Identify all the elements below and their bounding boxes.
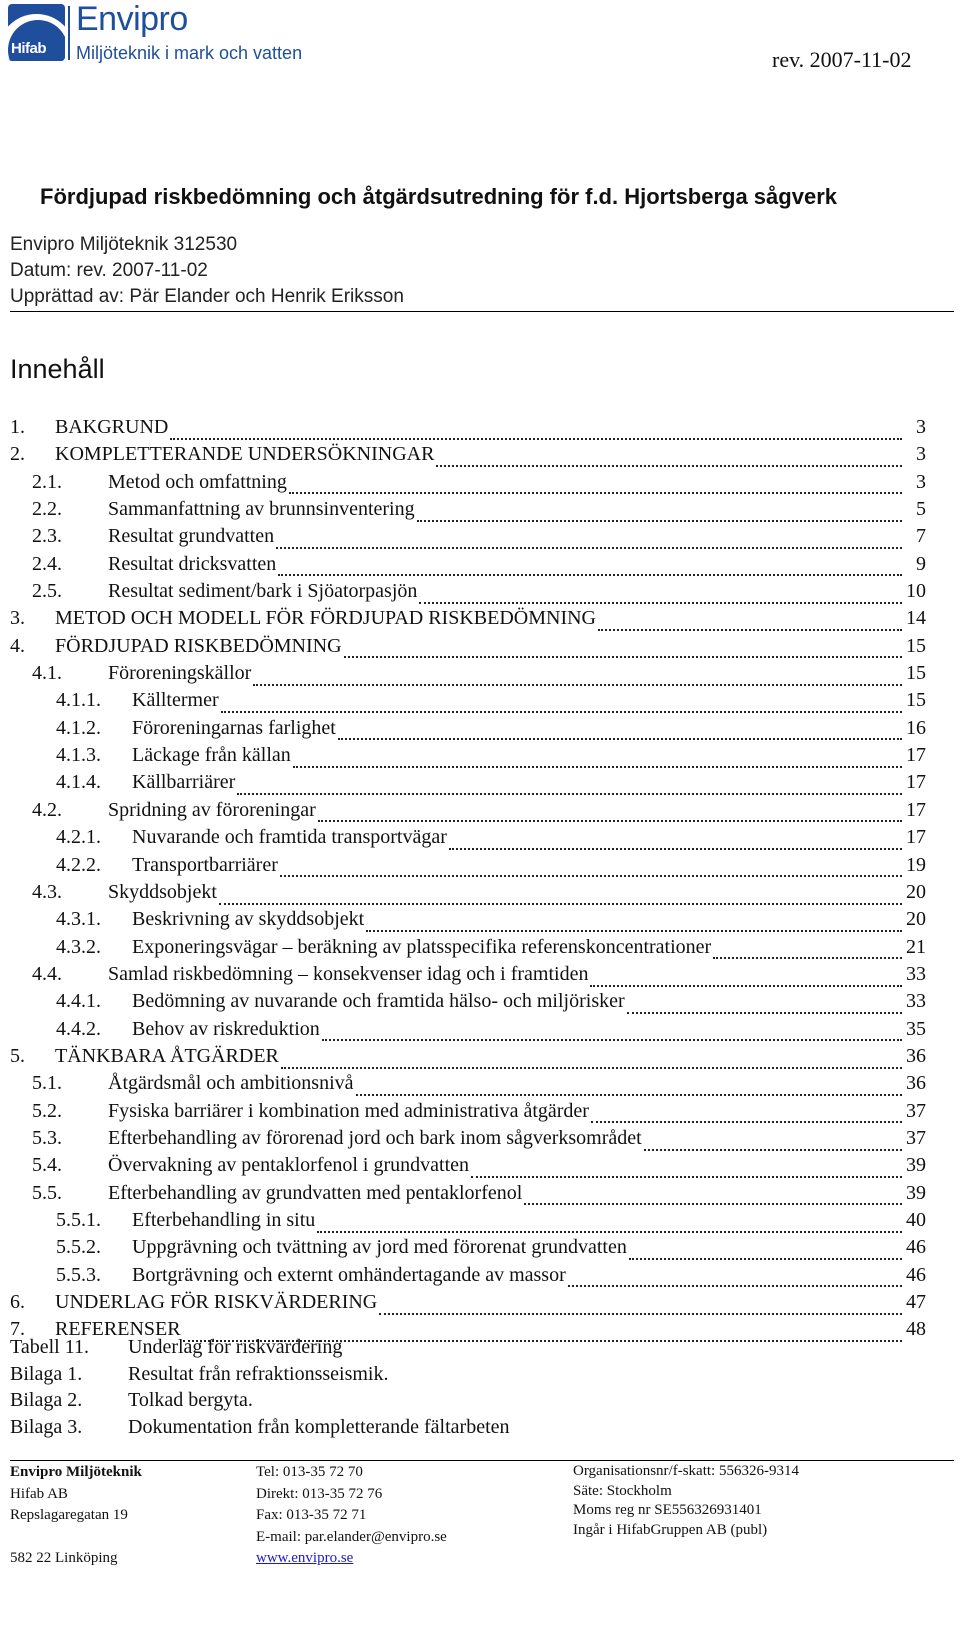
toc-dot-leader [278,560,902,576]
toc-dot-leader [568,1271,902,1287]
toc-dot-leader [366,916,902,932]
footer-line: Ingår i HifabGruppen AB (publ) [573,1521,768,1538]
toc-entry-title: TÄNKBARA ÅTGÄRDER [55,1044,279,1067]
attachment-label: Tabell 11. [10,1336,89,1358]
title-divider [10,311,954,312]
attachment-title: Resultat från refraktionsseismik. [128,1362,389,1385]
toc-entry-number: 2.2. [32,498,62,521]
toc-entry-number: 4.1.1. [56,689,101,712]
toc-entry[interactable] [10,496,926,523]
toc-entry[interactable] [10,1289,926,1316]
toc-entry-page: 21 [906,935,926,958]
toc-entry-page: 3 [916,416,926,438]
brand-tagline: Miljöteknik i mark och vatten [76,43,303,63]
attachment-label: Bilaga 2. [10,1389,83,1411]
toc-entry-number: 4.1.3. [56,744,101,767]
toc-entry-page: 39 [906,1154,926,1177]
footer-line: Tel: 013-35 72 70 [256,1464,363,1480]
toc-dot-leader [170,424,902,440]
toc-entry[interactable] [10,852,926,879]
toc-entry[interactable] [10,1070,926,1097]
footer-line: Repslagaregatan 19 [10,1507,128,1523]
toc-entry-number: 5.5. [32,1181,62,1204]
toc-dot-leader [419,588,902,604]
toc-entry-page: 15 [906,634,926,657]
toc-entry-page: 33 [906,990,926,1013]
toc-entry-title: Bortgrävning och externt omhändertagande av massor [132,1263,566,1286]
toc-entry-title: Källbarriärer [132,771,236,794]
toc-entry[interactable] [10,1043,926,1070]
toc-entry[interactable] [10,1016,926,1043]
toc-entry-number: 5.1. [32,1072,62,1095]
toc-entry-number: 4.4.1. [56,990,101,1013]
toc-dot-leader [318,806,902,822]
toc-entry-title: Källtermer [132,689,219,712]
footer-line: Fax: 013-35 72 71 [256,1507,367,1523]
toc-entry[interactable] [10,988,926,1015]
toc-entry[interactable] [10,797,926,824]
toc-entry-title: KOMPLETTERANDE UNDERSÖKNINGAR [55,443,435,466]
toc-entry-number: 2. [10,443,25,466]
toc-entry-number: 4.1.4. [56,771,101,794]
toc-entry-number: 7. [10,1318,25,1341]
toc-entry-page: 36 [906,1044,926,1067]
toc-entry-page: 37 [906,1126,926,1149]
toc-dot-leader [338,724,902,740]
toc-entry-page: 20 [906,908,926,931]
footer-line: E-mail: par.elander@envipro.se [256,1528,447,1545]
footer-line [10,1527,142,1549]
toc-entry-page: 46 [906,1236,926,1259]
footer-line: Säte: Stockholm [573,1482,672,1499]
toc-dot-leader [379,1299,902,1315]
toc-dot-leader [237,779,902,795]
toc-entry-title: Läckage från källan [132,744,291,767]
website-link[interactable]: www.envipro.se [256,1550,354,1566]
toc-entry-number: 6. [10,1291,25,1313]
toc-entry-title: Fysiska barriärer i kombination med administrativa åtgärder [108,1099,589,1122]
brand-name: Envipro [76,0,188,38]
toc-entry-page: 7 [916,525,926,548]
toc-entry-title: Övervakning av pentaklorfenol i grundvatten [108,1154,469,1177]
toc-entry-number: 4. [10,634,25,657]
toc-dot-leader [344,642,902,658]
toc-entry[interactable] [10,879,926,906]
toc-dot-leader [590,971,902,987]
toc-dot-leader [221,697,902,713]
toc-dot-leader [591,1107,902,1123]
toc-entry[interactable] [10,660,926,687]
toc-dot-leader [289,478,902,494]
attachment-title: Tolkad bergyta. [128,1389,253,1411]
toc-entry-number: 2.3. [32,525,62,548]
toc-entry[interactable] [10,441,926,468]
toc-entry[interactable] [10,742,926,769]
toc-entry-title: Metod och omfattning [108,470,287,493]
toc-dot-leader [644,1135,902,1151]
attachment-title: Dokumentation från kompletterande fältarbeten [128,1415,510,1438]
toc-dot-leader [524,1189,902,1205]
toc-entry-title: Resultat grundvatten [108,525,275,548]
toc-entry-page: 17 [906,798,926,821]
toc-entry-page: 15 [906,662,926,685]
toc-entry-title: FÖRDJUPAD RISKBEDÖMNING [55,634,342,657]
attachment-item [10,1361,510,1388]
toc-dot-leader [281,1053,902,1069]
toc-entry-title: Resultat dricksvatten [108,552,277,575]
toc-entry-page: 35 [906,1017,926,1040]
toc-entry-title: UNDERLAG FÖR RISKVÄRDERING [55,1291,378,1313]
toc-entry-title: Sammanfattning av brunnsinventering [108,498,415,521]
toc-entry-title: Föroreningarnas farlighet [132,716,336,739]
toc-entry[interactable] [10,523,926,550]
toc-entry-page: 36 [906,1072,926,1095]
toc-entry-title: Exponeringsvägar – beräkning av platsspecifika referenskoncentrationer [132,935,712,958]
toc-entry-page: 20 [906,880,926,903]
toc-entry-title: Spridning av föroreningar [108,798,316,821]
toc-entry-page: 3 [916,443,926,466]
toc-entry-number: 4.4.2. [56,1017,101,1040]
toc-entry-page: 17 [906,826,926,849]
toc-entry[interactable] [10,469,926,496]
toc-dot-leader [253,670,902,686]
toc-entry-page: 19 [906,853,926,876]
hifab-logo-mark [8,4,65,61]
toc-entry-title: Uppgrävning och tvättning av jord med förorenat grundvatten [132,1236,627,1259]
toc-entry[interactable] [10,578,926,605]
footer-line: Organisationsnr/f-skatt: 556326-9314 [573,1463,799,1479]
toc-dot-leader [322,1025,902,1041]
toc-entry-page: 17 [906,744,926,767]
toc-entry-number: 4.2. [32,798,62,821]
toc-entry-page: 3 [916,470,926,493]
toc-entry-number: 5.5.3. [56,1263,101,1286]
toc-entry-page: 39 [906,1181,926,1204]
toc-entry-title: Nuvarande och framtida transportvägar [132,826,447,849]
toc-entry-page: 10 [906,580,926,603]
attachment-item [10,1387,510,1414]
footer-divider [10,1460,954,1461]
toc-entry-number: 2.1. [32,470,62,493]
footer-line: Hifab AB [10,1485,68,1502]
toc-entry[interactable] [10,551,926,578]
attachment-label: Bilaga 3. [10,1415,83,1438]
toc-entry-number: 4.3.1. [56,908,101,931]
toc-entry[interactable] [10,934,926,961]
toc-entry-number: 3. [10,607,25,630]
meta-line: Envipro Miljöteknik 312530 [10,234,238,255]
toc-entry-title: Behov av riskreduktion [132,1017,320,1040]
toc-entry-number: 5. [10,1044,25,1067]
footer-line: Moms reg nr SE556326931401 [573,1502,762,1518]
toc-entry-title: Efterbehandling av grundvatten med pentaklorfenol [108,1181,523,1204]
meta-line: Upprättad av: Pär Elander och Henrik Eriksson [10,286,404,307]
meta-line: Datum: rev. 2007-11-02 [10,260,208,281]
toc-entry-title: Beskrivning av skyddsobjekt [132,908,365,931]
attachment-item [10,1414,510,1441]
toc-entry-title: Efterbehandling in situ [132,1208,316,1231]
toc-entry-number: 2.4. [32,552,62,575]
toc-dot-leader [317,1217,902,1233]
toc-entry-number: 4.2.1. [56,826,101,849]
toc-entry-title: Bedömning av nuvarande och framtida hälso- och miljörisker [132,990,625,1013]
footer-line: Direkt: 013-35 72 76 [256,1485,383,1502]
toc-dot-leader [219,889,902,905]
toc-dot-leader [280,861,902,877]
toc-entry-number: 4.3. [32,880,62,903]
toc-entry[interactable] [10,633,926,660]
attachment-title: Underlag för riskvärdering [128,1336,343,1358]
toc-dot-leader [417,506,902,522]
toc-dot-leader [436,451,902,467]
toc-entry-number: 1. [10,416,25,438]
table-of-contents [10,414,926,1344]
toc-entry[interactable] [10,687,926,714]
toc-entry[interactable] [10,961,926,988]
toc-entry-title: Föroreningskällor [108,662,252,685]
document-title: Fördjupad riskbedömning och åtgärdsutredning för f.d. Hjortsberga sågverk [40,184,837,209]
toc-entry-page: 37 [906,1099,926,1122]
toc-dot-leader [629,1244,902,1260]
toc-dot-leader [713,943,902,959]
footer-registration [573,1462,799,1540]
revision-date: rev. 2007-11-02 [772,47,912,72]
toc-entry-page: 17 [906,771,926,794]
toc-entry-page: 5 [916,498,926,521]
toc-entry-title: Resultat sediment/bark i Sjöatorpasjön [108,580,418,603]
toc-dot-leader [627,998,902,1014]
toc-entry-page: 15 [906,689,926,712]
toc-entry-number: 4.3.2. [56,935,101,958]
toc-entry-title: Transportbarriärer [132,853,278,876]
toc-dot-leader [356,1080,902,1096]
logo-mark-text: Hifab [11,40,46,57]
toc-entry[interactable] [10,1125,926,1152]
toc-entry-number: 4.1. [32,662,62,685]
footer-line: Envipro Miljöteknik [10,1464,142,1480]
toc-entry-page: 47 [906,1291,926,1313]
toc-entry[interactable] [10,1262,926,1289]
attachment-label: Bilaga 1. [10,1362,83,1385]
toc-entry-page: 9 [916,552,926,575]
toc-dot-leader [471,1162,902,1178]
toc-dot-leader [598,615,902,631]
toc-entry-page: 48 [906,1318,926,1341]
toc-entry-page: 14 [906,607,926,630]
toc-entry[interactable] [10,1207,926,1234]
toc-entry-title: Efterbehandling av förorenad jord och bark inom sågverksområdet [108,1126,642,1149]
toc-entry-page: 33 [906,962,926,985]
toc-entry[interactable] [10,715,926,742]
toc-entry[interactable] [10,906,926,933]
toc-entry-title: Skyddsobjekt [108,880,217,903]
toc-entry-page: 16 [906,716,926,739]
toc-entry[interactable] [10,1234,926,1261]
toc-entry[interactable] [10,1180,926,1207]
toc-entry-number: 5.5.1. [56,1208,101,1231]
toc-entry-number: 5.4. [32,1154,62,1177]
toc-entry[interactable] [10,824,926,851]
attachment-item [10,1334,510,1361]
toc-entry-number: 5.5.2. [56,1236,101,1259]
logo-divider [68,6,70,60]
toc-entry-page: 46 [906,1263,926,1286]
toc-dot-leader [293,752,902,768]
toc-entry-title: BAKGRUND [55,416,169,438]
toc-entry-page: 40 [906,1208,926,1231]
toc-entry[interactable] [10,1152,926,1179]
toc-dot-leader [276,533,902,549]
toc-entry[interactable] [10,1098,926,1125]
toc-entry-number: 5.3. [32,1126,62,1149]
toc-entry-number: 4.4. [32,962,62,985]
toc-entry-title: METOD OCH MODELL FÖR FÖRDJUPAD RISKBEDÖMNING [55,607,596,630]
toc-entry[interactable] [10,769,926,796]
toc-entry-title: Samlad riskbedömning – konsekvenser idag och i framtiden [108,962,589,985]
footer-company [10,1462,142,1570]
footer-line: 582 22 Linköping [10,1550,118,1566]
toc-entry[interactable] [10,414,926,441]
toc-heading: Innehåll [10,354,105,384]
toc-entry-number: 5.2. [32,1099,62,1122]
footer-contact [256,1462,447,1570]
attachments-list [10,1334,510,1440]
toc-entry-number: 4.1.2. [56,716,101,739]
toc-entry-number: 4.2.2. [56,853,101,876]
toc-entry-number: 2.5. [32,580,62,603]
toc-entry-title: REFERENSER [55,1318,181,1341]
toc-entry-title: Åtgärdsmål och ambitionsnivå [108,1072,354,1095]
toc-dot-leader [449,834,902,850]
toc-entry[interactable] [10,605,926,632]
